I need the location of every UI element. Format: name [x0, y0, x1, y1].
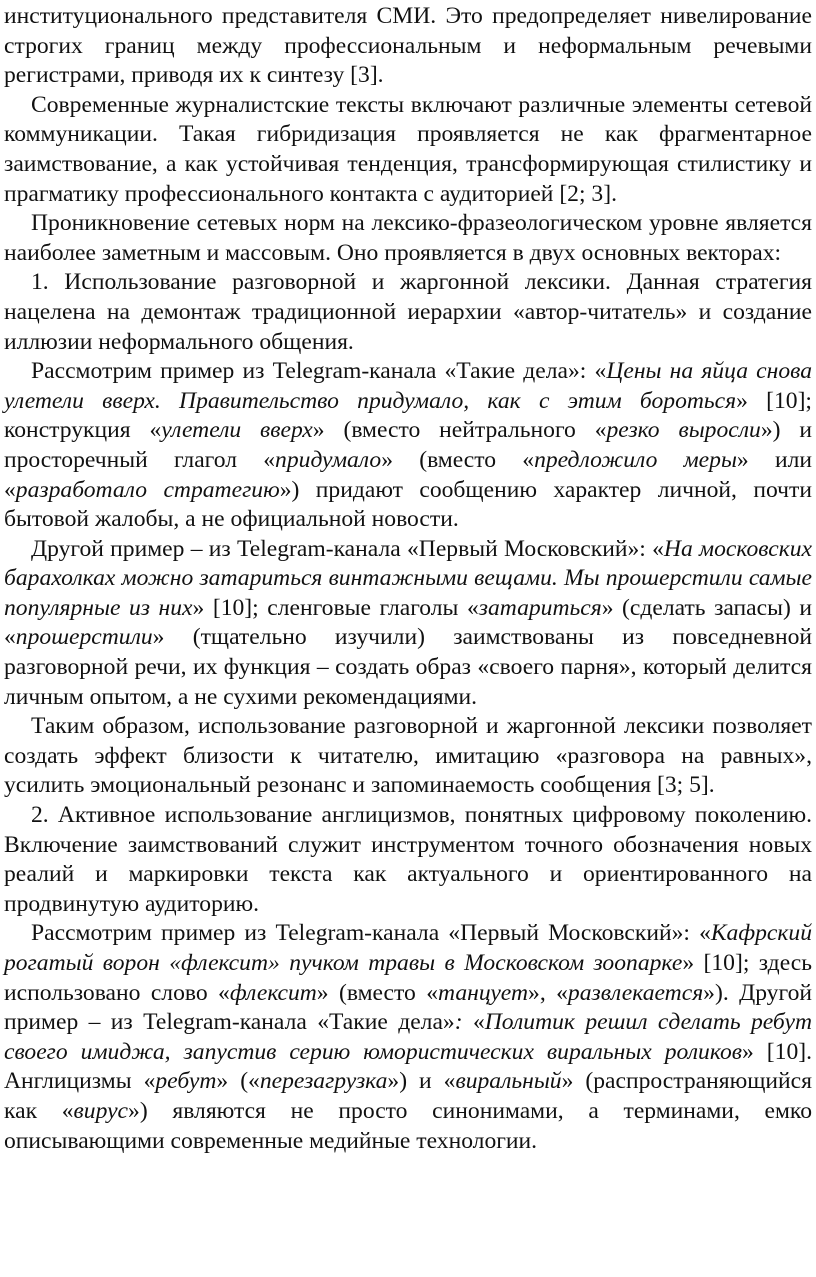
paragraph-text: Рассмотрим пример из Telegram-канала «Первый Московский»: « — [31, 920, 711, 947]
italic-quote-text: перезагрузка — [259, 1068, 388, 1095]
italic-quote-text: виральный — [455, 1068, 562, 1095]
paragraph-text: ») и просторечный глагол « — [4, 417, 812, 473]
paragraph-text: » (вместо « — [381, 446, 535, 473]
paragraph-text: » (сделать запасы) и « — [4, 594, 813, 651]
italic-quote-text: : — [454, 1009, 463, 1036]
paragraph-text: » [10]. Англицизмы « — [4, 1038, 812, 1095]
paragraph-7 — [4, 712, 812, 801]
paragraph-text: » (вместо « — [316, 979, 439, 1006]
italic-quote-text: флексит — [229, 979, 317, 1006]
italic-quote-text: разработало стратегию — [15, 476, 280, 503]
paragraph-text: « — [462, 1009, 485, 1036]
paragraph-4 — [4, 268, 812, 357]
paragraph-2 — [4, 91, 812, 209]
paragraph-text: ») придают сообщению характер личной, почти бытовой жалобы, а не официальной новости. — [4, 476, 812, 533]
paragraph-text: ») и « — [387, 1068, 456, 1095]
italic-quote-text: резко выросли — [606, 417, 761, 444]
italic-quote-text: развлекается — [567, 979, 704, 1006]
italic-quote-text: Кафрский рогатый ворон «флексит» пучком травы в Московском зоопарке — [4, 920, 812, 976]
paragraph-text: »). Другой пример – из Telegram-канала «Такие дела» — [4, 979, 812, 1036]
italic-quote-text: затариться — [478, 594, 602, 621]
paragraph-text: » [10]; конструкция « — [4, 387, 812, 444]
paragraph-text: Рассмотрим пример из Telegram-канала «Такие дела»: « — [31, 358, 607, 385]
paragraph-text: » (тщательно изучили) заимствованы из повседневной разговорной речи, их функция – создать образ «своего парня», который делится личным опытом, а не сухими рекомендациями. — [4, 624, 812, 710]
paragraph-5 — [4, 357, 812, 535]
italic-quote-text: Цены на яйца снова улетели вверх. Правительство придумало, как с этим бороться — [4, 358, 813, 414]
paragraph-text: » (« — [216, 1068, 260, 1095]
paragraph-9 — [4, 919, 812, 1156]
italic-quote-text: прошерстили — [15, 624, 153, 651]
paragraph-text: Современные журналистские тексты включают различные элементы сетевой коммуникации. Такая гибридизация проявляется не как фрагментарное заимствование, а как устойчивая тенденция, трансформирующая стилистику и прагматику профессионального контакта с аудиторией [2; 3]. — [4, 91, 812, 207]
paragraph-text: » [10]; здесь использовано слово « — [4, 950, 812, 1006]
paragraph-text: Проникновение сетевых норм на лексико-фразеологическом уровне является наиболее заметным и массовым. Оно проявляется в двух основных векторах: — [4, 210, 812, 266]
paragraph-text: Другой пример – из Telegram-канала «Первый Московский»: « — [31, 535, 664, 562]
paragraph-text: ») являются не просто синонимами, а терминами, емко описывающими современные медийные технологии. — [4, 1097, 812, 1154]
italic-quote-text: Политик решил сделать ребут своего имиджа, запустив серию юмористических виральных роликов — [4, 1009, 812, 1065]
paragraph-1 — [4, 2, 812, 91]
italic-quote-text: улетели вверх — [161, 417, 313, 444]
paragraph-text: институционального представителя СМИ. Это предопределяет нивелирование строгих границ между профессиональным и неформальным речевыми регистрами, приводя их к синтезу [3]. — [4, 3, 812, 89]
italic-quote-text: ребут — [155, 1068, 217, 1095]
paragraph-text: » [10]; сленговые глаголы « — [192, 594, 479, 621]
italic-quote-text: придумало — [275, 446, 382, 473]
paragraph-text: » или « — [4, 446, 812, 503]
paragraph-3 — [4, 209, 812, 268]
paragraph-text: 1. Использование разговорной и жаргонной лексики. Данная стратегия нацелена на демонтаж традиционной иерархии «автор-читатель» и создание иллюзии неформального общения. — [4, 269, 812, 355]
italic-quote-text: танцует — [438, 979, 529, 1006]
paragraph-text: 2. Активное использование англицизмов, понятных цифровому поколению. Включение заимствований служит инструментом точного обозначения новых реалий и маркировки текста как актуального и ориентированного на продвинутую аудиторию. — [4, 802, 812, 917]
italic-quote-text: предложило меры — [534, 446, 737, 473]
paragraph-text: », « — [528, 979, 568, 1006]
paragraph-text: » (вместо нейтрального « — [312, 417, 607, 444]
paragraph-8 — [4, 801, 812, 919]
italic-quote-text: вирус — [73, 1097, 129, 1124]
italic-quote-text: На московских барахолках можно затариться винтажными вещами. Мы прошерстили самые популярные из них — [4, 535, 813, 621]
paragraph-text: Таким образом, использование разговорной и жаргонной лексики позволяет создать эффект близости к читателю, имитацию «разговора на равных», усилить эмоциональный резонанс и запоминаемость сообщения [3; 5]. — [4, 713, 812, 799]
paragraph-text: » (распространяющийся как « — [4, 1068, 812, 1124]
paragraph-6 — [4, 535, 812, 713]
